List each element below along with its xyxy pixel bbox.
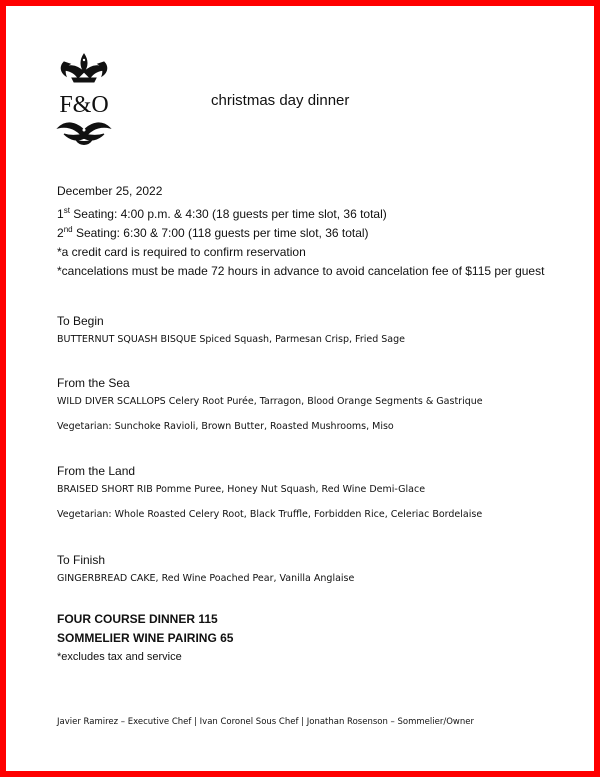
course-dish: BRAISED SHORT RIB Pomme Puree, Honey Nut Squash, Red Wine Demi-Glace bbox=[57, 484, 426, 495]
reservation-info bbox=[57, 182, 544, 281]
first-seating-text: Seating: 4:00 p.m. & 4:30 (18 guests per time slot, 36 total) bbox=[73, 207, 387, 221]
restaurant-logo bbox=[54, 50, 114, 150]
course-heading: From the Sea bbox=[57, 376, 130, 390]
staff-credits: Javier Ramirez – Executive Chef | Ivan Coronel Sous Chef | Jonathan Rosenson – Sommelier/Owner bbox=[57, 717, 474, 727]
course-heading: To Begin bbox=[57, 314, 104, 328]
first-seating-ordinal: 1 bbox=[57, 207, 64, 221]
course-dish: GINGERBREAD CAKE, Red Wine Poached Pear, Vanilla Anglaise bbox=[57, 573, 355, 584]
course-to-finish bbox=[57, 553, 354, 584]
cancelation-note: *cancelations must be made 72 hours in advance to avoid cancelation fee of $115 per guest bbox=[57, 264, 545, 278]
course-vegetarian: Vegetarian: Whole Roasted Celery Root, Black Truffle, Forbidden Rice, Celeriac Bordelaise bbox=[57, 509, 483, 520]
course-heading: From the Land bbox=[57, 464, 136, 478]
second-seating-suffix: nd bbox=[63, 225, 73, 234]
first-seating-suffix: st bbox=[63, 206, 70, 215]
course-from-the-sea bbox=[57, 376, 483, 432]
fleur-ornament-icon bbox=[61, 54, 107, 82]
dinner-price: FOUR COURSE DINNER 115 bbox=[57, 612, 218, 626]
course-dish: WILD DIVER SCALLOPS Celery Root Purée, Tarragon, Blood Orange Segments & Gastrique bbox=[57, 396, 483, 407]
second-seating bbox=[57, 224, 544, 243]
event-date: December 25, 2022 bbox=[57, 184, 163, 198]
page-title: christmas day dinner bbox=[211, 92, 350, 109]
pricing-block bbox=[57, 610, 233, 667]
course-dish: BUTTERNUT SQUASH BISQUE Spiced Squash, Parmesan Crisp, Fried Sage bbox=[57, 334, 405, 345]
course-from-the-land bbox=[57, 464, 482, 520]
logo-monogram: F&O bbox=[59, 92, 109, 118]
wine-pairing-price: SOMMELIER WINE PAIRING 65 bbox=[57, 631, 234, 645]
course-to-begin bbox=[57, 314, 405, 345]
second-seating-ordinal: 2 bbox=[57, 226, 64, 240]
second-seating-text: Seating: 6:30 & 7:00 (118 guests per time slot, 36 total) bbox=[75, 226, 369, 240]
course-vegetarian: Vegetarian: Sunchoke Ravioli, Brown Butter, Roasted Mushrooms, Miso bbox=[57, 421, 394, 432]
ornament-bottom-icon bbox=[58, 123, 110, 145]
first-seating bbox=[57, 205, 544, 224]
credit-card-note: *a credit card is required to confirm reservation bbox=[57, 245, 306, 259]
course-heading: To Finish bbox=[57, 553, 106, 567]
pricing-note: *excludes tax and service bbox=[57, 651, 182, 663]
